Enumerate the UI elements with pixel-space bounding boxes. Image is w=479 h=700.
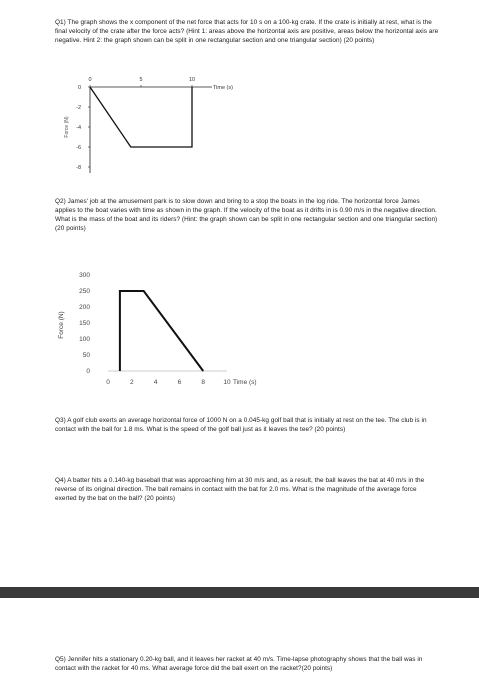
y-tick-label: 0 [77, 85, 81, 91]
question-3-text: Q3) A golf club exerts an average horizontal force of 1000 N on a 0.045-kg golf ball that is initially at rest on the tee. The club is in contact with the ball for 1.8 ms. What is the speed of the golf ball just as it leaves the tee? (20 points) [55, 417, 427, 433]
x-axis-title: Time (s) [233, 379, 257, 386]
y-tick-label: 250 [79, 288, 90, 296]
y-axis-title: Force (N) [58, 311, 65, 339]
y-tick-label: 200 [79, 304, 90, 312]
x-tick-label: 6 [177, 379, 182, 386]
y-tick-label: -8 [76, 165, 81, 171]
y-tick-label: 150 [79, 320, 90, 328]
y-tick-label: 100 [79, 336, 90, 344]
question-1-text: Q1) The graph shows the x component of the net force that acts for 10 s on a 100-kg crate. If the crate is initially at rest, what is the final velocity of the crate after the force acts? (Hint 1: areas above the horizontal axis are positive, areas below the horizontal axis are negative. Hint 2: the graph shown can be split in one rectangular section and one triangular section) (20 points) [55, 19, 439, 44]
force-series-line [90, 87, 192, 147]
x-tick-label: 0 [106, 379, 110, 386]
question-5-text: Q5) Jennifer hits a stationary 0.20-kg ball, and it leaves her racket at 40 m/s. Time-lapse photography shows that the ball was in contact with the racket for 40 ms. What average force did the ball exert on the racket?(20 points) [55, 656, 423, 672]
x-tick-label: 5 [139, 77, 143, 83]
y-tick-label: -6 [76, 145, 81, 151]
question-2 [55, 197, 440, 233]
y-axis-title: Force (N) [64, 116, 70, 138]
question-1 [55, 18, 440, 45]
question-4-text: Q4) A batter hits a 0.140-kg baseball that was approaching him at 30 m/s and, as a result, the ball leaves the bat at 40 m/s in the reverse of its original direction. The ball remains in contact with the bat for 2.0 ms. What is the magnitude of the average force exerted by the bat on the ball? (20 points) [55, 477, 425, 502]
y-tick-label: 300 [79, 272, 90, 280]
question-5 [55, 655, 440, 673]
x-tick-label: 0 [88, 77, 92, 83]
x-tick-label: 10 [223, 379, 231, 386]
question-4 [55, 476, 440, 503]
x-tick-label: 4 [153, 379, 158, 386]
y-tick-label: 50 [82, 352, 90, 360]
x-tick-label: 10 [188, 77, 196, 83]
y-tick-label: -2 [76, 105, 81, 111]
x-tick-label: 8 [201, 379, 206, 386]
question-2-text: Q2) James' job at the amusement park is to slow down and bring to a stop the boats in the log ride. The horizontal force James applies to the boat varies with time as shown in the graph. If the velocity of the boat as it drifts in is 0.90 m/s in the negative direction. What is the mass of the boat and its riders? (Hint: the graph shown can be split in one rectangular section and one triangular section)(20 points) [55, 198, 438, 232]
page-divider [0, 587, 479, 598]
x-axis-title: Time (s) [213, 85, 233, 91]
question-3 [55, 416, 440, 434]
chart-2 [0, 245, 479, 395]
y-tick-label: -4 [76, 125, 81, 131]
x-tick-label: 2 [129, 379, 134, 386]
y-tick-label: 0 [86, 368, 90, 376]
force-series-line [120, 291, 203, 371]
